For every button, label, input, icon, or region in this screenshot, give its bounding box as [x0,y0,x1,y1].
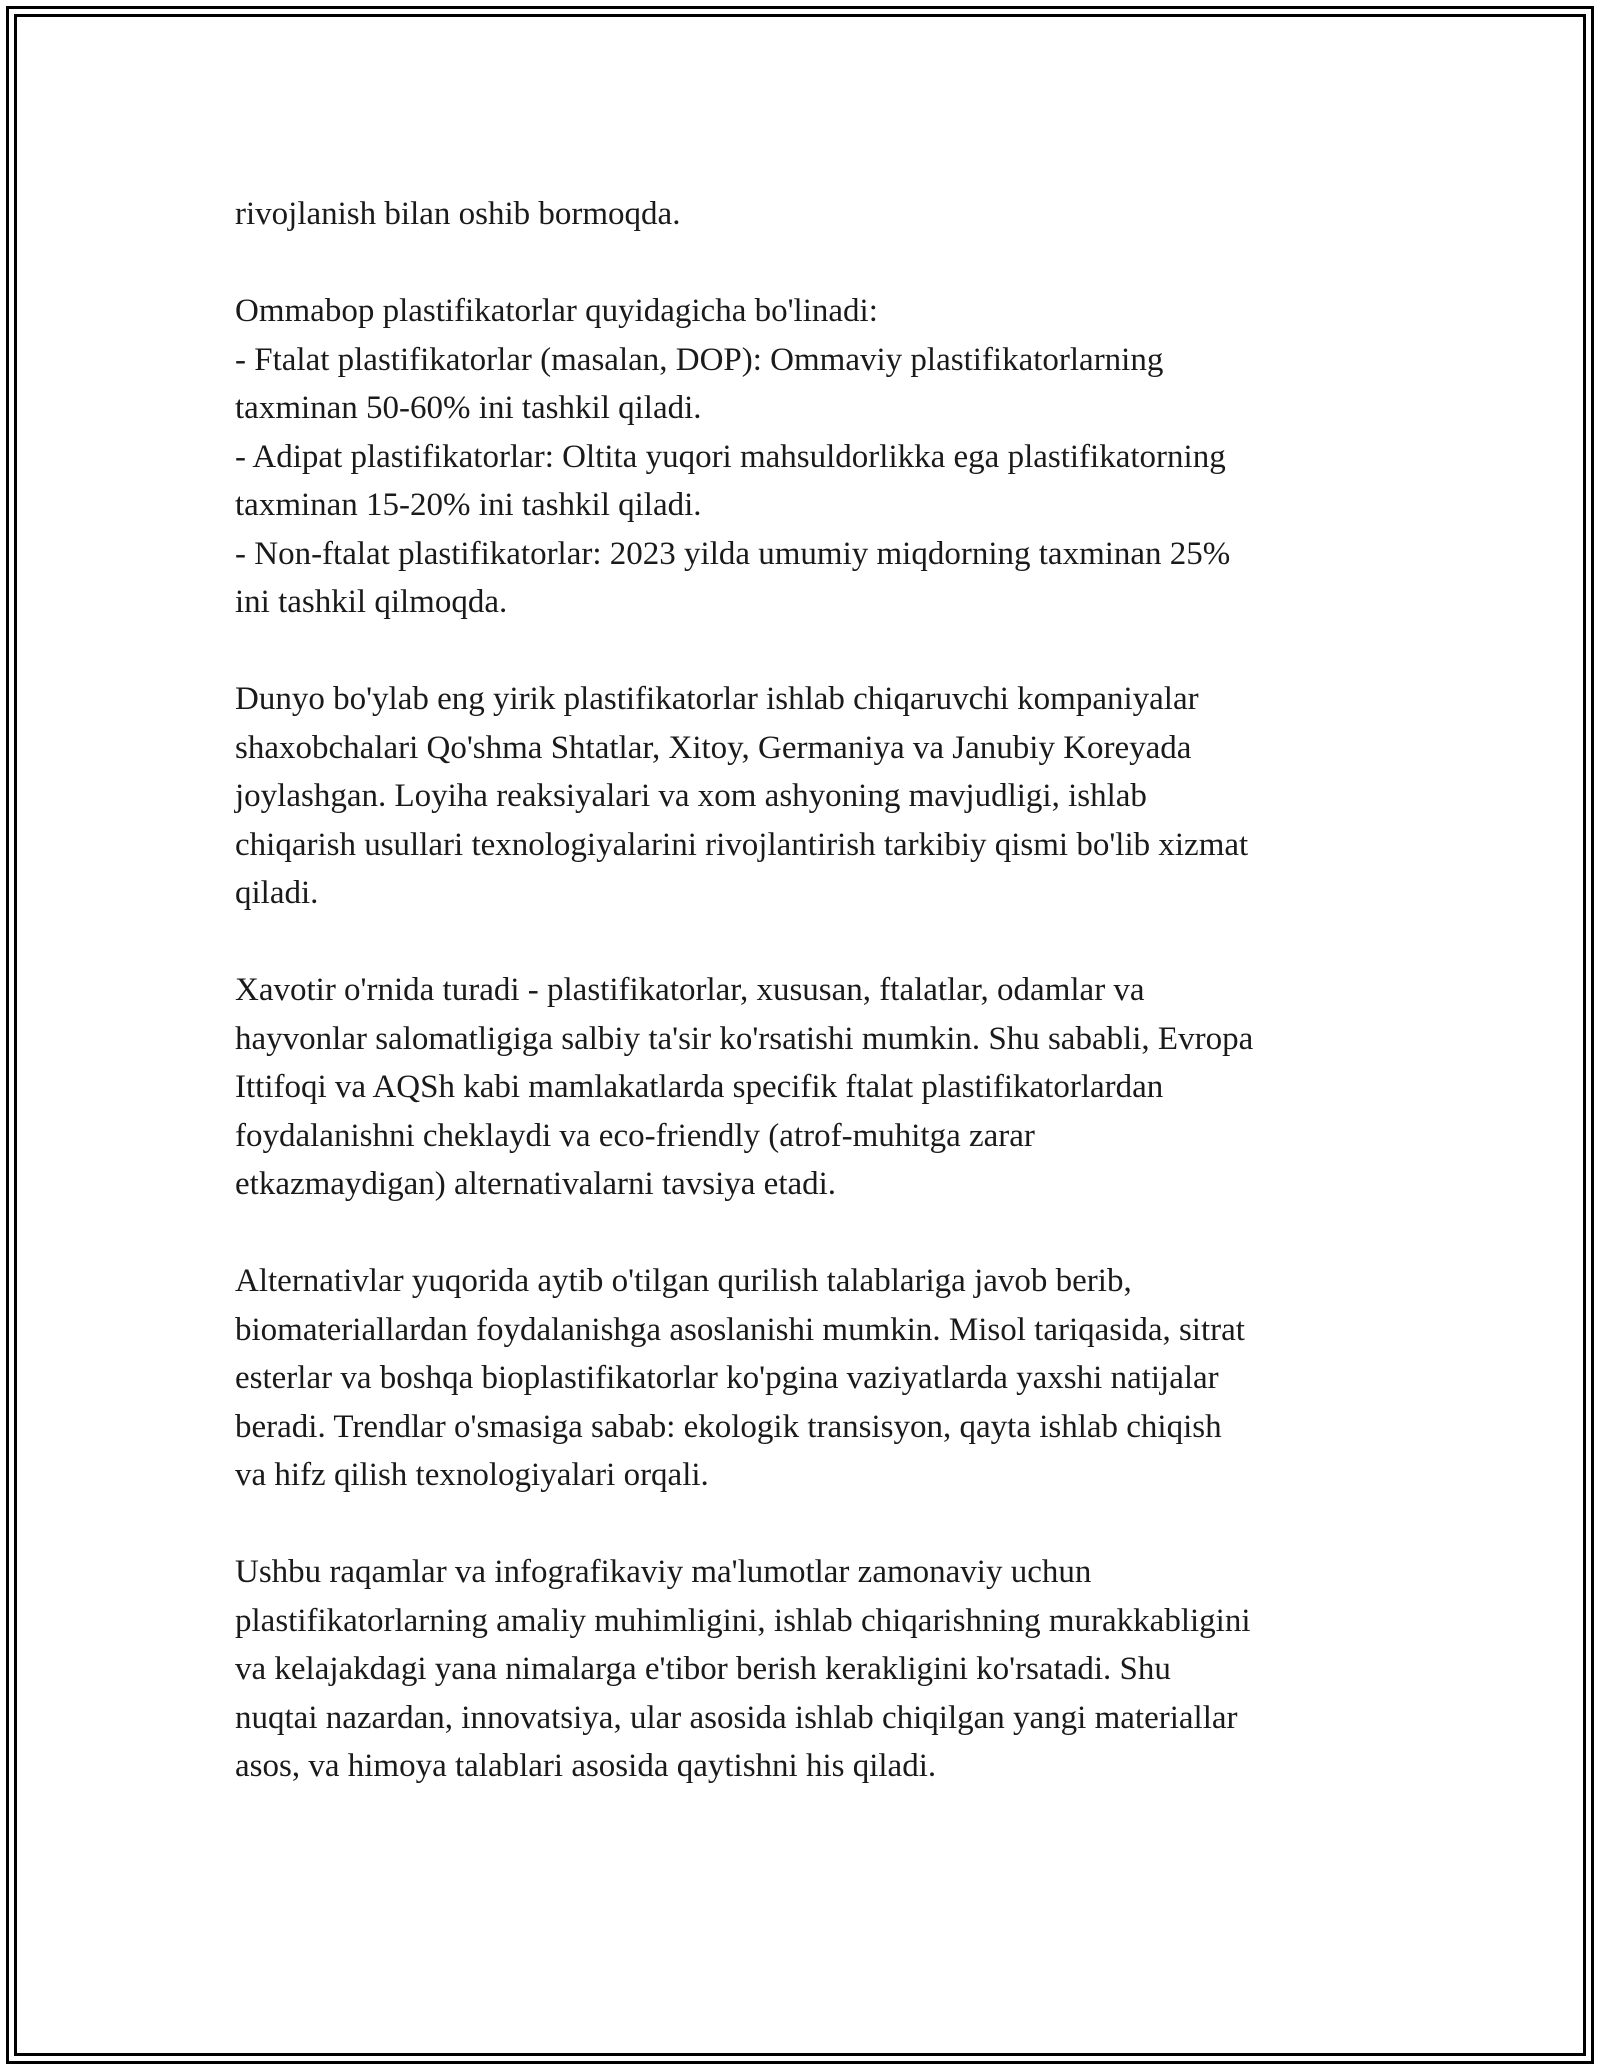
text-line: Ushbu raqamlar va infografikaviy ma'lumotlar zamonaviy uchun [235,1554,1092,1590]
text-line: etkazmaydigan) alternativalarni tavsiya etadi. [235,1166,837,1202]
text-line: nuqtai nazardan, innovatsiya, ular asosida ishlab chiqilgan yangi materiallar [235,1699,1238,1736]
text-line: taxminan 50-60% ini tashkil qiladi. [235,390,702,426]
text-line: Ittifoqi va AQSh kabi mamlakatlarda specifik ftalat plastifikatorlardan [235,1069,1164,1105]
list-item-line: - Ftalat plastifikatorlar (masalan, DOP): Ommaviy plastifikatorlarning [235,341,1164,378]
text-line: Ommabop plastifikatorlar quyidagicha bo'linadi: [235,293,878,329]
paragraph-conclusion [235,1548,1375,1791]
list-item-line: - Adipat plastifikatorlar: Oltita yuqori mahsuldorlikka ega plastifikatorning [235,438,1226,475]
text-line: beradi. Trendlar o'smasiga sabab: ekologik transisyon, qayta ishlab chiqish [235,1408,1222,1445]
text-line: va kelajakdagi yana nimalarga e'tibor berish kerakligini ko'rsatadi. Shu [235,1651,1171,1687]
text-line: biomateriallardan foydalanishga asoslanishi mumkin. Misol tariqasida, sitrat [235,1311,1245,1348]
text-line: esterlar va boshqa bioplastifikatorlar ko'pgina vaziyatlarda yaxshi natijalar [235,1360,1219,1396]
text-line: Alternativlar yuqorida aytib o'tilgan qurilish talablariga javob berib, [235,1263,1132,1299]
text-line: shaxobchalari Qo'shma Shtatlar, Xitoy, Germaniya va Janubiy Koreyada [235,729,1192,766]
text-line: Xavotir o'rnida turadi - plastifikatorlar, xususan, ftalatlar, odamlar va [235,972,1145,1008]
paragraph-alternatives [235,1257,1375,1500]
text-line: va hifz qilish texnologiyalari orqali. [235,1457,709,1493]
document-body [235,190,1375,1839]
text-line: ini tashkil qilmoqda. [235,584,508,620]
text-line: plastifikatorlarning amaliy muhimligini, ishlab chiqarishning murakkabligini [235,1602,1251,1639]
text-line: asos, va himoya talablari asosida qaytishni his qiladi. [235,1748,937,1784]
text-line: foydalanishni cheklaydi va eco-friendly (atrof-muhitga zarar [235,1117,1035,1154]
text-line: chiqarish usullari texnologiyalarini rivojlantirish tarkibiy qismi bo'lib xizmat [235,826,1249,863]
paragraph-continuation [235,190,1375,239]
text-line: taxminan 15-20% ini tashkil qiladi. [235,487,702,523]
text-line: hayvonlar salomatligiga salbiy ta'sir ko'rsatishi mumkin. Shu sababli, Evropa [235,1020,1254,1057]
text-line: Dunyo bo'ylab eng yirik plastifikatorlar ishlab chiqaruvchi kompaniyalar [235,681,1199,717]
text-line: qiladi. [235,875,319,911]
text-line: rivojlanish bilan oshib bormoqda. [235,196,681,232]
paragraph-plasticizer-types [235,287,1375,627]
paragraph-health-concerns [235,966,1375,1209]
text-line: joylashgan. Loyiha reaksiyalari va xom ashyoning mavjudligi, ishlab [235,778,1147,814]
paragraph-manufacturers [235,675,1375,918]
list-item-line: - Non-ftalat plastifikatorlar: 2023 yilda umumiy miqdorning taxminan 25% [235,535,1231,572]
